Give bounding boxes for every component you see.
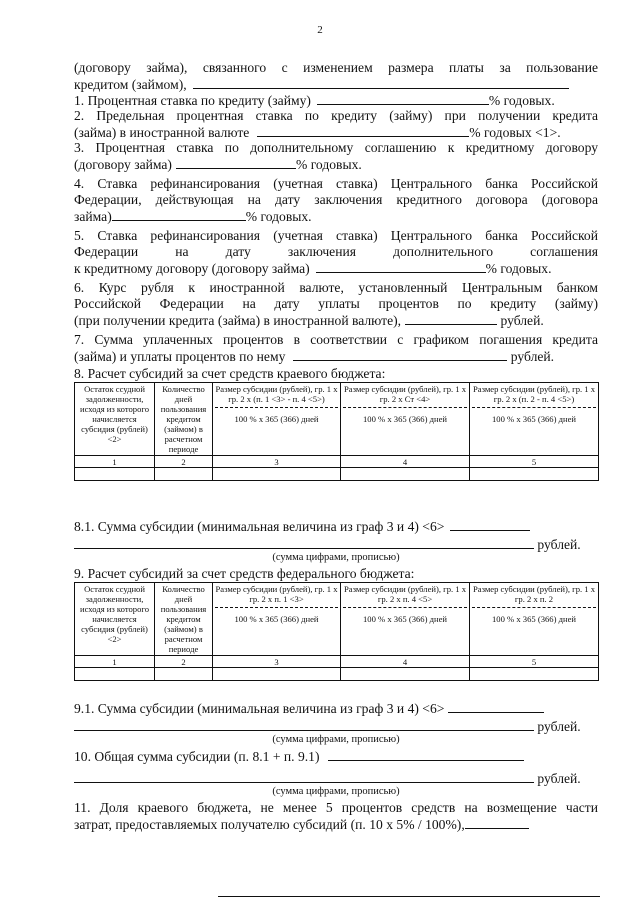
item-7-tail: рублей.: [510, 349, 555, 364]
column-number-row: [75, 456, 599, 468]
fill-blank[interactable]: [257, 124, 469, 137]
data-cell[interactable]: [155, 468, 213, 481]
item-8-1-text: 8.1. Сумма субсидии (минимальная величина из граф 3 и 4) <6>: [74, 519, 445, 534]
fill-blank[interactable]: [74, 770, 534, 783]
item-1-text: 1. Процентная ставка по кредиту (займу): [74, 93, 311, 108]
data-cell[interactable]: [341, 668, 470, 681]
item-3-line-2: [74, 156, 598, 173]
header-cell: Количество дней пользования кредитом (займом) в расчетном периоде: [155, 383, 213, 456]
item-10-tail: рублей.: [537, 771, 581, 786]
item-9-1-tail: рублей.: [537, 719, 581, 734]
item-11-line-1: 11. Доля краевого бюджета, не менее 5 процентов средств на возмещение части: [74, 800, 598, 815]
formula-denominator: 100 % x 365 (366) дней: [363, 614, 447, 624]
item-10: [74, 748, 598, 765]
data-cell[interactable]: [213, 668, 341, 681]
item-6-line-3: [74, 312, 598, 329]
page-number: 2: [317, 24, 323, 36]
item-2-line-1: 2. Предельная процентная ставка по кредиту (займу) при получении кредита: [74, 108, 598, 123]
item-2-line-2: [74, 124, 598, 141]
header-cell: [470, 383, 599, 456]
item-1: [74, 92, 598, 109]
header-cell: [341, 583, 470, 656]
fill-blank[interactable]: [74, 718, 534, 731]
column-number: 3: [213, 656, 341, 668]
table-data-row: [75, 668, 599, 681]
formula-denominator: 100 % x 365 (366) дней: [234, 414, 319, 424]
item-4-tail: % годовых.: [245, 209, 312, 224]
data-cell[interactable]: [470, 668, 599, 681]
item-6-text: (при получении кредита (займа) в иностранной валюте),: [74, 313, 402, 328]
item-8-1: [74, 518, 598, 535]
item-6-tail: рублей.: [500, 313, 544, 328]
fill-blank[interactable]: [328, 748, 524, 761]
item-8-1-tail: рублей.: [537, 537, 581, 552]
header-cell: [341, 383, 470, 456]
formula-denominator: 100 % x 365 (366) дней: [363, 414, 447, 424]
header-cell: [470, 583, 599, 656]
item-7-line-2: [74, 348, 598, 365]
sum-caption: (сумма цифрами, прописью): [272, 734, 400, 745]
item-9-1-text: 9.1. Сумма субсидии (минимальная величина из граф 3 и 4) <6>: [74, 701, 445, 716]
header-cell: [213, 583, 341, 656]
column-number: 4: [341, 656, 470, 668]
formula-numerator: Размер субсидии (рублей), гр. 1 x гр. 2 x (п. 1 <3> - п. 4 <5>): [215, 384, 338, 408]
fill-blank[interactable]: [293, 348, 507, 361]
item-10-text: 10. Общая сумма субсидии (п. 8.1 + п. 9.1): [74, 749, 320, 764]
item-7-line-1: 7. Сумма уплаченных процентов в соответствии с графиком погашения кредита: [74, 332, 598, 347]
formula-denominator: 100 % x 365 (366) дней: [234, 614, 319, 624]
regional-budget-table: [74, 382, 599, 481]
formula-denominator: 100 % x 365 (366) дней: [492, 414, 576, 424]
formula-numerator: Размер субсидии (рублей), гр. 1 x гр. 2 x Ст <4>: [343, 384, 467, 408]
data-cell[interactable]: [470, 468, 599, 481]
federal-budget-table: [74, 582, 599, 681]
fill-blank[interactable]: [74, 536, 534, 549]
item-3-tail: % годовых.: [295, 157, 362, 172]
fill-blank[interactable]: [316, 260, 486, 273]
intro-line-2-text: кредитом (займом),: [74, 77, 187, 92]
item-4-text: займа): [74, 209, 112, 224]
item-4-line-3: [74, 208, 598, 225]
intro-line-1: (договору займа), связанного с изменением размера платы за пользование: [74, 60, 598, 75]
column-number: 5: [470, 456, 599, 468]
item-8-heading: 8. Расчет субсидий за счет средств краевого бюджета:: [74, 366, 386, 381]
item-4-line-1: 4. Ставка рефинансирования (учетная ставка) Центрального банка Российской: [74, 176, 598, 191]
item-2-tail: % годовых <1>.: [469, 125, 561, 140]
item-3-text: (договору займа): [74, 157, 172, 172]
column-number: 1: [75, 456, 155, 468]
item-2-text: (займа) в иностранной валюте: [74, 125, 250, 140]
formula-numerator: Размер субсидии (рублей), гр. 1 x гр. 2 x п. 4 <5>: [343, 584, 467, 608]
formula-numerator: Размер субсидии (рублей), гр. 1 x гр. 2 x п. 1 <3>: [215, 584, 338, 608]
header-cell: Остаток ссудной задолженности, исходя из которого начисляется субсидия (рублей) <2>: [75, 583, 155, 656]
fill-blank[interactable]: [448, 700, 544, 713]
header-cell: Остаток ссудной задолженности, исходя из которого начисляется субсидия (рублей) <2>: [75, 383, 155, 456]
item-4-line-2: Федерации, действующая на дату заключения кредитного договора (договора: [74, 192, 598, 207]
item-9-heading: 9. Расчет субсидий за счет средств федерального бюджета:: [74, 566, 415, 581]
column-number: 4: [341, 456, 470, 468]
formula-numerator: Размер субсидии (рублей), гр. 1 x гр. 2 x (п. 2 - п. 4 <5>): [472, 384, 596, 408]
data-cell[interactable]: [341, 468, 470, 481]
fill-blank[interactable]: [405, 312, 497, 325]
data-cell[interactable]: [75, 668, 155, 681]
column-number: 1: [75, 656, 155, 668]
formula-denominator: 100 % x 365 (366) дней: [492, 614, 576, 624]
formula-numerator: Размер субсидии (рублей), гр. 1 x гр. 2 x п. 2: [472, 584, 596, 608]
item-10-line-2: [74, 770, 598, 787]
data-cell[interactable]: [155, 668, 213, 681]
item-8-1-line-2: [74, 536, 598, 553]
table-data-row: [75, 468, 599, 481]
item-5-line-3: [74, 260, 598, 277]
item-1-tail: % годовых.: [488, 93, 555, 108]
item-6-line-2: Российской Федерации на дату уплаты процентов по кредиту (займу): [74, 296, 598, 311]
column-number: 2: [155, 456, 213, 468]
item-3-line-1: 3. Процентная ставка по дополнительному соглашению к кредитному договору: [74, 140, 598, 155]
item-7-text: (займа) и уплаты процентов по нему: [74, 349, 286, 364]
column-number-row: [75, 656, 599, 668]
item-9-1: [74, 700, 598, 717]
fill-blank[interactable]: [465, 816, 529, 829]
item-5-tail: % годовых.: [485, 261, 552, 276]
fill-blank[interactable]: [193, 76, 569, 89]
fill-blank[interactable]: [317, 92, 489, 105]
item-5-text: к кредитному договору (договору займа): [74, 261, 310, 276]
item-5-line-2: Федерации на дату заключения дополнительного соглашения: [74, 244, 598, 259]
intro-line-2: [74, 76, 598, 93]
table-header-row: [75, 383, 599, 456]
item-5-line-1: 5. Ставка рефинансирования (учетная ставка) Центрального банка Российской: [74, 228, 598, 243]
sum-caption: (сумма цифрами, прописью): [272, 786, 400, 797]
fill-blank[interactable]: [112, 208, 246, 221]
item-11-text: затрат, предоставляемых получателю субсидий (п. 10 x 5% / 100%),: [74, 817, 465, 832]
sum-caption: (сумма цифрами, прописью): [272, 552, 400, 563]
item-11-line-2: [74, 816, 598, 833]
column-number: 3: [213, 456, 341, 468]
column-number: 5: [470, 656, 599, 668]
fill-blank[interactable]: [450, 518, 530, 531]
item-6-line-1: 6. Курс рубля к иностранной валюте, установленный Центральным банком: [74, 280, 598, 295]
table-header-row: [75, 583, 599, 656]
data-cell[interactable]: [75, 468, 155, 481]
item-9-1-line-2: [74, 718, 598, 735]
header-cell: Количество дней пользования кредитом (займом) в расчетном периоде: [155, 583, 213, 656]
fill-blank[interactable]: [176, 156, 296, 169]
data-cell[interactable]: [213, 468, 341, 481]
column-number: 2: [155, 656, 213, 668]
header-cell: [213, 383, 341, 456]
footnote-separator: [218, 896, 600, 897]
